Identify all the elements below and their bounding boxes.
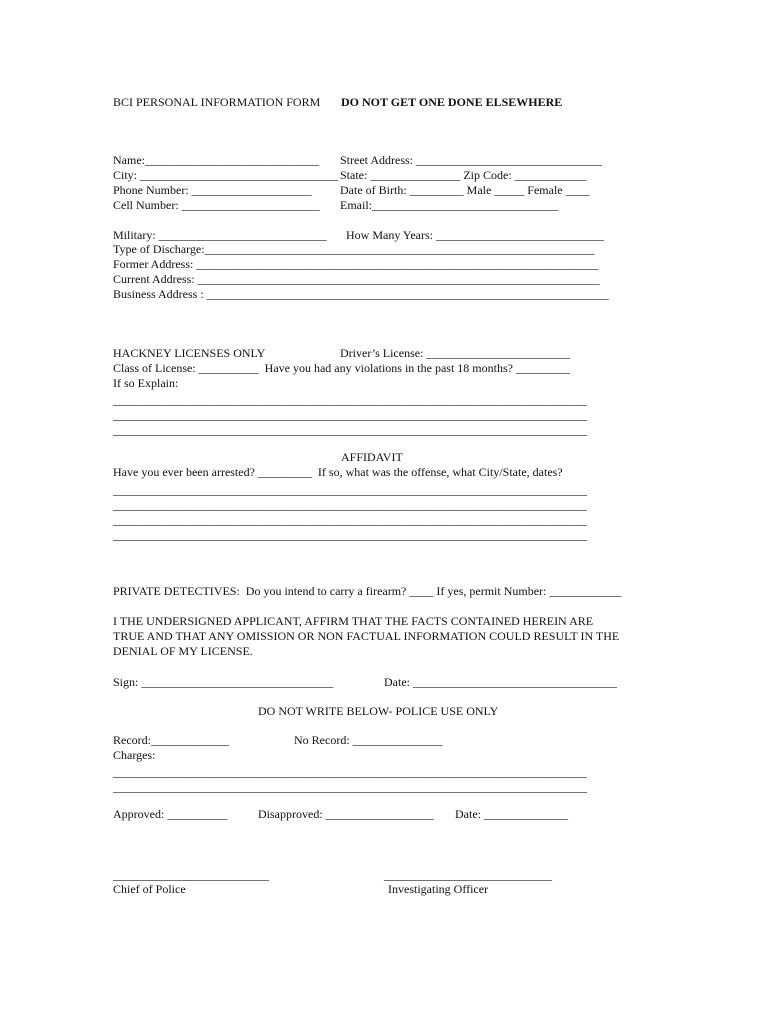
arrested-field[interactable]: Have you ever been arrested? _________ If so, what was the offense, what City/State, dates?	[113, 465, 563, 479]
affidavit-line[interactable]: _______________________________________________________________________________	[113, 483, 587, 497]
discharge-field[interactable]: Type of Discharge:_________________________________________________________________	[113, 242, 595, 256]
firearm-field[interactable]: PRIVATE DETECTIVES: Do you intend to carry a firearm? ____ If yes, permit Number: ____________	[113, 584, 622, 598]
disapproved-field[interactable]: Disapproved: __________________	[258, 807, 434, 821]
chief-signature-line[interactable]: __________________________	[113, 868, 269, 882]
explain-line[interactable]: _______________________________________________________________________________	[113, 423, 587, 437]
affirmation-text: I THE UNDERSIGNED APPLICANT, AFFIRM THAT THE FACTS CONTAINED HEREIN ARE	[113, 614, 594, 628]
sign-field[interactable]: Sign: ________________________________	[113, 675, 334, 689]
affidavit-line[interactable]: _______________________________________________________________________________	[113, 528, 587, 542]
form-warning: DO NOT GET ONE DONE ELSEWHERE	[341, 95, 563, 109]
investigating-officer-label: Investigating Officer	[388, 882, 489, 896]
state-zip-field[interactable]: State: _______________ Zip Code: ____________	[340, 168, 587, 182]
affidavit-heading: AFFIDAVIT	[341, 450, 403, 464]
email-field[interactable]: Email:_______________________________	[340, 198, 558, 212]
affirmation-text: DENIAL OF MY LICENSE.	[113, 644, 253, 658]
city-field[interactable]: City: _________________________________	[113, 168, 339, 182]
explain-line[interactable]: _______________________________________________________________________________	[113, 408, 587, 422]
explain-label: If so Explain:	[113, 376, 179, 390]
years-field[interactable]: How Many Years: ____________________________	[346, 228, 604, 242]
hackney-heading: HACKNEY LICENSES ONLY	[113, 346, 266, 360]
business-address-field[interactable]: Business Address : ___________________________________________________________________	[113, 287, 609, 301]
charges-line[interactable]: _______________________________________________________________________________	[113, 765, 587, 779]
cell-field[interactable]: Cell Number: _______________________	[113, 198, 320, 212]
record-field[interactable]: Record:_____________	[113, 733, 229, 747]
police-use-heading: DO NOT WRITE BELOW- POLICE USE ONLY	[258, 704, 499, 718]
affirmation-text: TRUE AND THAT ANY OMISSION OR NON FACTUAL INFORMATION COULD RESULT IN THE	[113, 629, 620, 643]
class-violations-field[interactable]: Class of License: __________ Have you had any violations in the past 18 months? _________	[113, 361, 570, 375]
former-address-field[interactable]: Former Address: ___________________________________________________________________	[113, 257, 599, 271]
affidavit-line[interactable]: _______________________________________________________________________________	[113, 513, 587, 527]
phone-field[interactable]: Phone Number: ____________________	[113, 183, 312, 197]
no-record-field[interactable]: No Record: _______________	[294, 733, 443, 747]
explain-line[interactable]: _______________________________________________________________________________	[113, 393, 587, 407]
affidavit-line[interactable]: _______________________________________________________________________________	[113, 498, 587, 512]
form-title: BCI PERSONAL INFORMATION FORM	[113, 95, 321, 109]
current-address-field[interactable]: Current Address: ___________________________________________________________________	[113, 272, 600, 286]
chief-of-police-label: Chief of Police	[113, 882, 186, 896]
military-field[interactable]: Military: ____________________________	[113, 228, 327, 242]
approved-field[interactable]: Approved: __________	[113, 807, 228, 821]
charges-line[interactable]: _______________________________________________________________________________	[113, 780, 587, 794]
drivers-license-field[interactable]: Driver’s License: ________________________	[340, 346, 571, 360]
dob-sex-field[interactable]: Date of Birth: _________ Male _____ Female ____	[340, 183, 590, 197]
street-address-field[interactable]: Street Address: _______________________________	[340, 153, 602, 167]
officer-signature-line[interactable]: ____________________________	[384, 868, 552, 882]
police-date-field[interactable]: Date: ______________	[455, 807, 568, 821]
date-field[interactable]: Date: __________________________________	[384, 675, 617, 689]
charges-label: Charges:	[113, 748, 156, 762]
name-field[interactable]: Name:_____________________________	[113, 153, 319, 167]
